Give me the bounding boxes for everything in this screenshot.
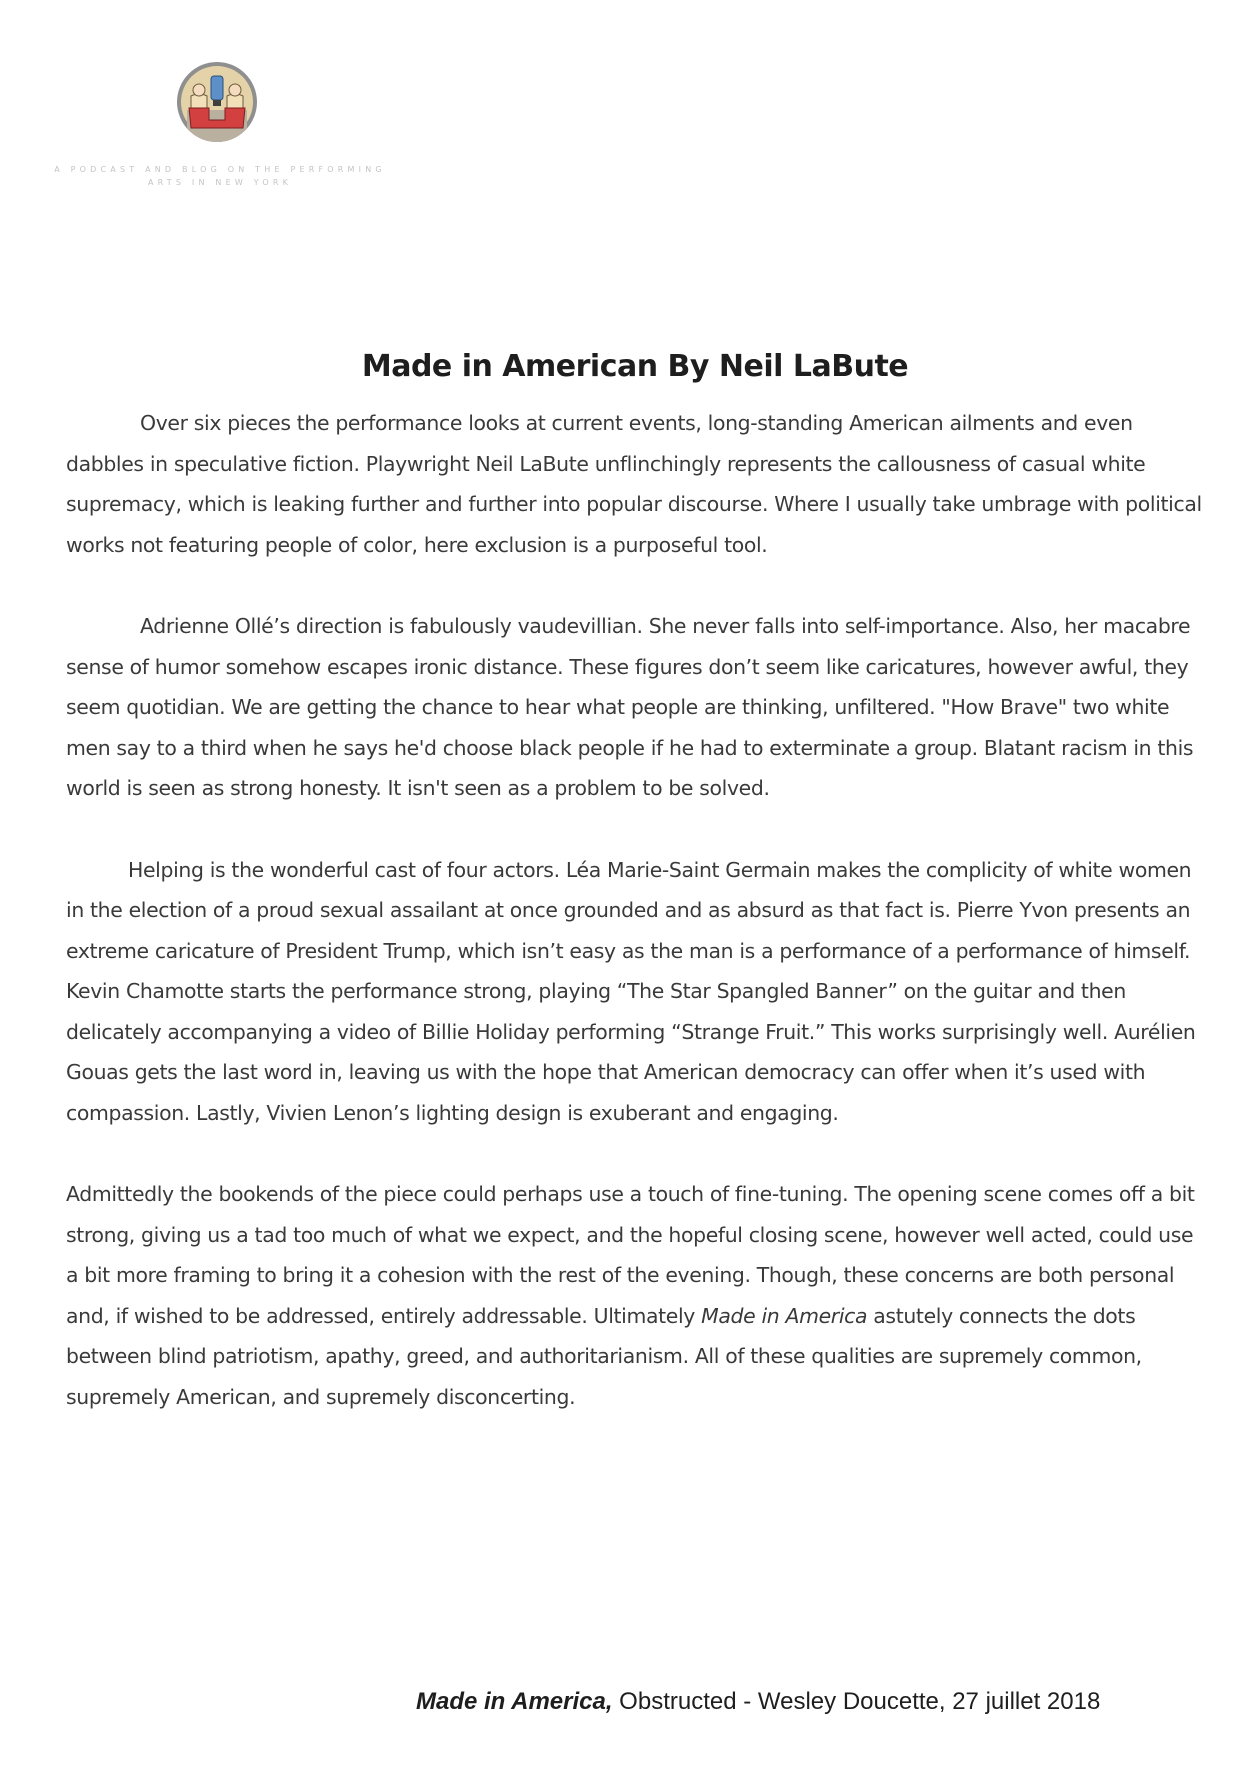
play-title-italic: Made in America (701, 1303, 868, 1328)
article-paragraph-2: Adrienne Ollé’s direction is fabulously vaudevillian. She never falls into self-importance. Also, her macabre sense of humor somehow escapes ironic distance. These figures don’t seem like caricatures, however awful, they seem quotidian. We are getting the chance to hear what people are thinking, unfiltered. "How Brave" two white men say to a third when he says he'd choose black people if he had to exterminate a group. Blatant racism in this world is seen as strong honesty. It isn't seen as a problem to be solved. (66, 614, 1194, 800)
logo-illustration (177, 62, 257, 142)
source-citation (416, 1687, 1206, 1717)
paragraph-text-before: Admittedly the bookends of the piece could perhaps use a touch of fine-tuning. The opening scene comes off a bit strong, giving us a tad too much of what we expect, and the hopeful closing scene, however well acted, could use a bit more framing to bring it a cohesion with the rest of the evening. Though, these concerns are both personal and, if wished to be addressed, entirely addressable. Ultimately (66, 1182, 1195, 1328)
article (66, 345, 1204, 1458)
podcast-logo-icon[interactable] (177, 62, 257, 142)
article-paragraph-4 (66, 1174, 1204, 1417)
paragraph-text-after: astutely connects the dots between blind patriotism, apathy, greed, and authoritarianism. All of these qualities are supremely common, supremely American, and supremely disconcerting. (66, 1303, 1142, 1409)
site-tagline: A PODCAST AND BLOG ON THE PERFORMING ARTS IN NEW YORK (54, 165, 386, 187)
citation-details: Obstructed - Wesley Doucette, 27 juillet 2018 (612, 1688, 1101, 1715)
citation-title: Made in America, (416, 1688, 613, 1715)
article-title: Made in American By Neil LaBute (361, 349, 909, 384)
article-paragraph-3: Helping is the wonderful cast of four actors. Léa Marie-Saint Germain makes the complicity of white women in the election of a proud sexual assailant at once grounded and as absurd as that fact is. Pierre Yvon presents an extreme caricature of President Trump, which isn’t easy as the man is a performance of a performance of himself. Kevin Chamotte starts the performance strong, playing “The Star Spangled Banner” on the guitar and then delicately accompanying a video of Billie Holiday performing “Strange Fruit.” This works surprisingly well. Aurélien Gouas gets the last word in, leaving us with the hope that American democracy can offer when it’s used with compassion. Lastly, Vivien Lenon’s lighting design is exuberant and engaging. (66, 857, 1196, 1125)
article-paragraph-1: Over six pieces the performance looks at current events, long-standing American ailments and even dabbles in speculative fiction. Playwright Neil LaBute unflinchingly represents the callousness of casual white supremacy, which is leaking further and further into popular discourse. Where I usually take umbrage with political works not featuring people of color, here exclusion is a purposeful tool. (66, 411, 1202, 557)
